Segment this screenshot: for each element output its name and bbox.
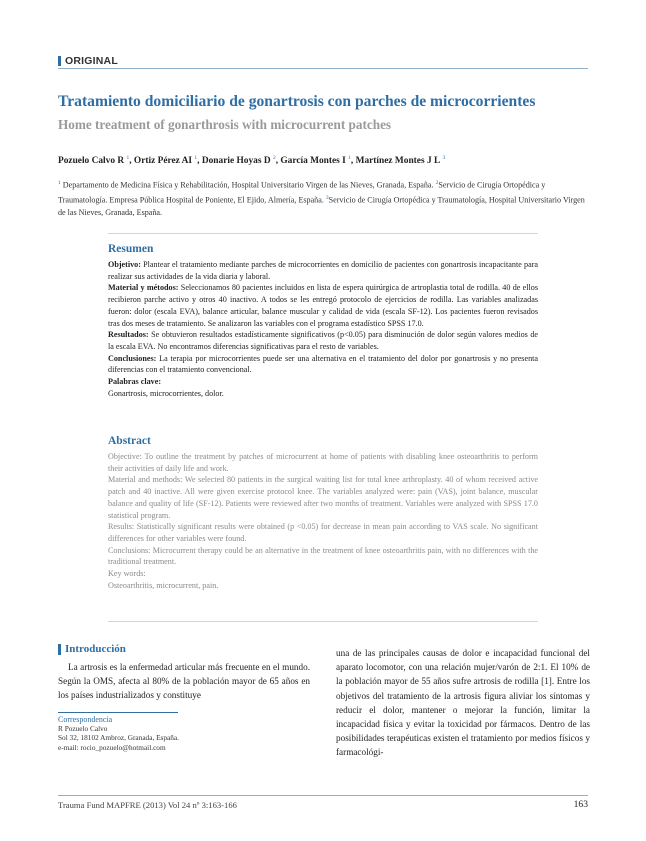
abstract-keywords: Osteoarthritis, microcurrent, pain. — [108, 580, 219, 590]
resumen-resultados: Se obtuvieron resultados estadísticamente significativos (p<0.05) para disminución de dolor según valores medios de la escala EVA. No encontramos diferencias significativas para el resto de variables. — [108, 330, 539, 351]
intro-heading-label: Introducción — [65, 643, 126, 655]
correspondence-address: Sol 32, 18102 Ambroz, Granada, España. — [58, 733, 179, 743]
author-name: Pozuelo Calvo R — [58, 156, 125, 167]
author-sup: 3 — [442, 155, 446, 161]
affiliations — [58, 177, 590, 219]
correspondence-name: R Pozuelo Calvo — [58, 724, 108, 734]
author-sup: 2 — [272, 155, 276, 161]
resumen-objetivo: Plantear el tratamiento mediante parches de microcorrientes en domicilio de pacientes con gonartrosis incapacitante para realizar sus actividades de la vida diaria y laboral. — [108, 260, 539, 281]
affiliation-sup: 3 — [325, 194, 329, 201]
affiliation-text: Departamento de Medicina Física y Rehabilitación, Hospital Universitario Virgen de las Nieves, Granada, España. — [62, 180, 434, 190]
top-divider — [58, 68, 588, 69]
author-name: Ortiz Pérez AI — [133, 156, 193, 167]
author-sup: 1 — [194, 155, 198, 161]
intro-col2: una de las principales causas de dolor e incapacidad funcional del aparato locomotor, con una relación mujer/varón de 2:1. El 10% de la población mayor de 55 años sufre artrosis de rodilla [1]. Entre los objetivos del tratamiento de la artrosis figura aliviar los síntomas y reducir el dolor, mantener o mejorar la función, limitar la incapacidad física y evitar la toxicidad por fármacos. Dentro de las posibilidades terapéuticas existen el tratamiento por medios físicos y farmacológi- — [336, 648, 590, 758]
resumen-objetivo-label: Objetivo: — [108, 260, 141, 269]
section-marker-icon — [58, 56, 61, 66]
author-name: Martínez Montes J L — [355, 156, 441, 167]
correspondence-email: e-mail: rocio_pozuelo@hotmail.com — [58, 742, 166, 752]
affiliation-text: Servicio de Cirugía Ortopédica y Traumatología. Empresa Pública Hospital de Poniente, El Ejido, Almería, España. — [58, 180, 546, 205]
abstract-methods-label: Material and methods: — [108, 475, 183, 485]
author-name: García Montes I — [280, 156, 346, 167]
article-title: Tratamiento domiciliario de gonartrosis con parches de microcorrientes — [58, 93, 536, 110]
resumen-body — [108, 259, 538, 399]
author-sup: 1 — [126, 155, 130, 161]
abstract-keywords-label: Key words: — [108, 569, 146, 579]
article-subtitle: Home treatment of gonarthrosis with microcurrent patches — [58, 117, 392, 132]
page-number: 163 — [573, 799, 588, 810]
section-marker-icon — [58, 644, 61, 655]
abstract-body — [108, 451, 538, 591]
abstract-objective: To outline the treatment by patches of microcurrent at home of patients with disabling knee osteoarthritis to perform their activities of daily life and work. — [108, 452, 539, 473]
section-tag-label: ORIGINAL — [65, 55, 118, 67]
resumen-material: Seleccionamos 80 pacientes incluidos en lista de espera quirúrgica de artroplastia total de rodilla. 40 de ellos recibieron parche activo y otros 40 inactivo. A todos se les entregó protocolo de ejercicios de rodilla. Las variables analizadas fueron: dolor (escala EVA), balance articular, balance muscular y calidad de vida (escala SF-12). Los pacientes fueron revisados tras dos meses de tratamiento. Se analizaron las variables con el programa estadístico SPSS 17.0. — [108, 283, 539, 328]
abstract-top-divider — [108, 233, 538, 234]
affiliation-sup: 1 — [58, 180, 61, 186]
abstract-bottom-divider — [108, 621, 538, 622]
author-name: Donarie Hoyas D — [201, 156, 271, 167]
journal-citation: Trauma Fund MAPFRE (2013) Vol 24 nº 3:163-166 — [58, 800, 237, 810]
intro-col1: La artrosis es la enfermedad articular más frecuente en el mundo. Según la OMS, afecta al 80% de la población mayor de 65 años en los países industrializados y constituye — [58, 662, 310, 701]
abstract-results: Statistically significant results were obtained (p <0.05) for decrease in mean pain according to VAS scale. No significant differences for other variables were found. — [108, 522, 538, 543]
abstract-methods: We selected 80 patients in the surgical waiting list for total knee arthroplasty. 40 of whom received active patch and 40 inactive. All were given exercise protocol knee. The variables analyzed were: pain (VAS), joint balance, muscular balance and quality of life (SF-12). Patients were reviewed after two months of treatment. Variables were analyzed with SPSS 17.0 statistical program. — [108, 475, 538, 520]
abstract-results-label: Results: — [108, 522, 135, 532]
resumen-palabras: Gonartrosis, microcorrientes, dolor. — [108, 388, 224, 398]
resumen-palabras-label: Palabras clave: — [108, 377, 162, 387]
correspondence-label: Correspondencia — [58, 715, 113, 724]
author-sup: 1 — [348, 155, 351, 161]
resumen-conclusiones: La terapia por microcorrientes puede ser una alternativa en el tratamiento del dolor por gonartrosis y no presenta diferencias con el tratamiento convencional. — [108, 353, 538, 375]
footer-divider — [58, 795, 588, 796]
correspondence-divider — [58, 712, 178, 713]
affiliation-text: Servicio de Cirugía Ortopédica y Traumatología, Hospital Universitario Virgen de las Nieves, Granada, España. — [58, 195, 585, 217]
intro-heading — [58, 643, 126, 655]
affiliation-sup: 2 — [435, 180, 439, 186]
resumen-resultados-label: Resultados: — [108, 330, 149, 340]
resumen-conclusiones-label: Conclusiones: — [108, 353, 157, 363]
author-list: Pozuelo Calvo R $^1$, Ortiz Pérez AI $^1$, Donarie Hoyas D $^2$, García Montes I $^1$, Martínez Montes J L $^3$ — [58, 155, 446, 167]
abstract-heading: Abstract — [108, 435, 151, 447]
abstract-conclusions: Microcurrent therapy could be an alternative in the treatment of knee osteoarthritis pain, with no differences with the traditional treatment. — [108, 545, 538, 567]
resumen-heading: Resumen — [108, 243, 154, 255]
correspondence — [58, 715, 308, 752]
abstract-conclusions-label: Conclusions: — [108, 545, 151, 555]
section-tag — [58, 55, 118, 67]
resumen-material-label: Material y métodos: — [108, 283, 179, 293]
abstract-objective-label: Objective: — [108, 452, 142, 461]
